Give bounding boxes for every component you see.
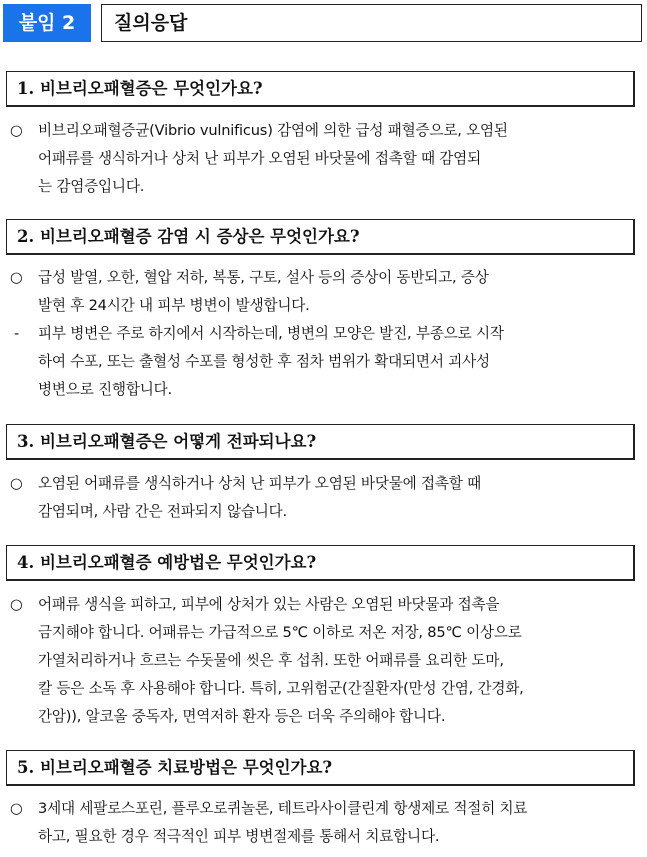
question-2: 2. 비브리오패혈증 감염 시 증상은 무엇인가요? [17, 227, 360, 246]
answer-line [10, 145, 642, 173]
answer-text: 비브리오패혈증균(Vibrio vulnificus) 감염에 의한 급성 패혈증으로, 오염된 [38, 122, 508, 139]
answer-line [10, 348, 642, 376]
answer-3 [10, 470, 642, 526]
doc-title-box [101, 4, 642, 42]
answer-line [10, 173, 642, 201]
answer-text: 오염된 어패류를 생식하거나 상처 난 피부가 오염된 바닷물에 접촉할 때 [38, 475, 481, 492]
answer-text: 칼 등은 소독 후 사용해야 합니다. 특히, 고위험군(간질환자(만성 간염, 간경화, [38, 680, 524, 697]
answer-line [10, 292, 642, 320]
question-box-3 [6, 424, 635, 460]
answer-line [10, 647, 642, 675]
question-4: 4. 비브리오패혈증 예방법은 무엇인가요? [17, 553, 317, 572]
answer-text: 어패류 생식을 피하고, 피부에 상처가 있는 사람은 오염된 바닷물과 접촉을 [38, 596, 500, 613]
dash-marker: - [14, 325, 20, 342]
answer-line [10, 703, 642, 731]
question-5: 5. 비브리오패혈증 치료방법은 무엇인가요? [17, 758, 333, 777]
question-box-4 [6, 545, 635, 581]
question-1: 1. 비브리오패혈증은 무엇인가요? [17, 79, 263, 98]
answer-line [10, 498, 642, 526]
answer-line [10, 675, 642, 703]
bullet-marker: ○ [10, 269, 23, 286]
answer-line [10, 470, 642, 498]
answer-text: 감염되며, 사람 간은 전파되지 않습니다. [38, 503, 287, 520]
answer-text: 3세대 세팔로스포린, 플루오로퀴놀론, 테트라사이클린계 항생제로 적절히 치료 [38, 800, 528, 817]
bullet-marker: ○ [10, 475, 23, 492]
answer-line [10, 320, 642, 348]
answer-text: 급성 발열, 오한, 혈압 저하, 복통, 구토, 설사 등의 증상이 동반되고, 증상 [38, 269, 489, 286]
doc-title: 질의응답 [114, 12, 188, 34]
answer-5 [10, 795, 642, 851]
answer-4 [10, 591, 642, 731]
answer-2 [10, 264, 642, 404]
answer-text: 어패류를 생식하거나 상처 난 피부가 오염된 바닷물에 접촉할 때 감염되 [38, 150, 481, 167]
answer-text: 간암)), 알코올 중독자, 면역저하 환자 등은 더욱 주의해야 합니다. [38, 708, 446, 725]
answer-line [10, 264, 642, 292]
attachment-badge: 붙임 2 [3, 4, 91, 42]
answer-line [10, 591, 642, 619]
answer-text: 는 감염증입니다. [38, 178, 145, 195]
answer-line [10, 823, 642, 851]
answer-line [10, 376, 642, 404]
answer-text: 금지해야 합니다. 어패류는 가급적으로 5℃ 이하로 저온 저장, 85℃ 이상으로 [38, 624, 522, 641]
document-header [3, 4, 643, 44]
bullet-marker: ○ [10, 596, 23, 613]
answer-text: 하여 수포, 또는 출혈성 수포를 형성한 후 점차 범위가 확대되면서 괴사성 [38, 353, 490, 370]
answer-text: 발현 후 24시간 내 피부 병변이 발생합니다. [38, 297, 310, 314]
question-box-2 [6, 219, 635, 255]
answer-line [10, 117, 642, 145]
question-3: 3. 비브리오패혈증은 어떻게 전파되나요? [17, 432, 317, 451]
question-box-5 [6, 750, 635, 786]
answer-text: 피부 병변은 주로 하지에서 시작하는데, 병변의 모양은 발진, 부종으로 시작 [38, 325, 504, 342]
bullet-marker: ○ [10, 122, 23, 139]
answer-text: 가열처리하거나 흐르는 수돗물에 씻은 후 섭취. 또한 어패류를 요리한 도마, [38, 652, 504, 669]
answer-line [10, 795, 642, 823]
answer-text: 하고, 필요한 경우 적극적인 피부 병변절제를 통해서 치료합니다. [38, 828, 440, 845]
answer-text: 병변으로 진행합니다. [38, 381, 172, 398]
answer-1 [10, 117, 642, 201]
question-box-1 [6, 71, 635, 107]
bullet-marker: ○ [10, 800, 23, 817]
answer-line [10, 619, 642, 647]
